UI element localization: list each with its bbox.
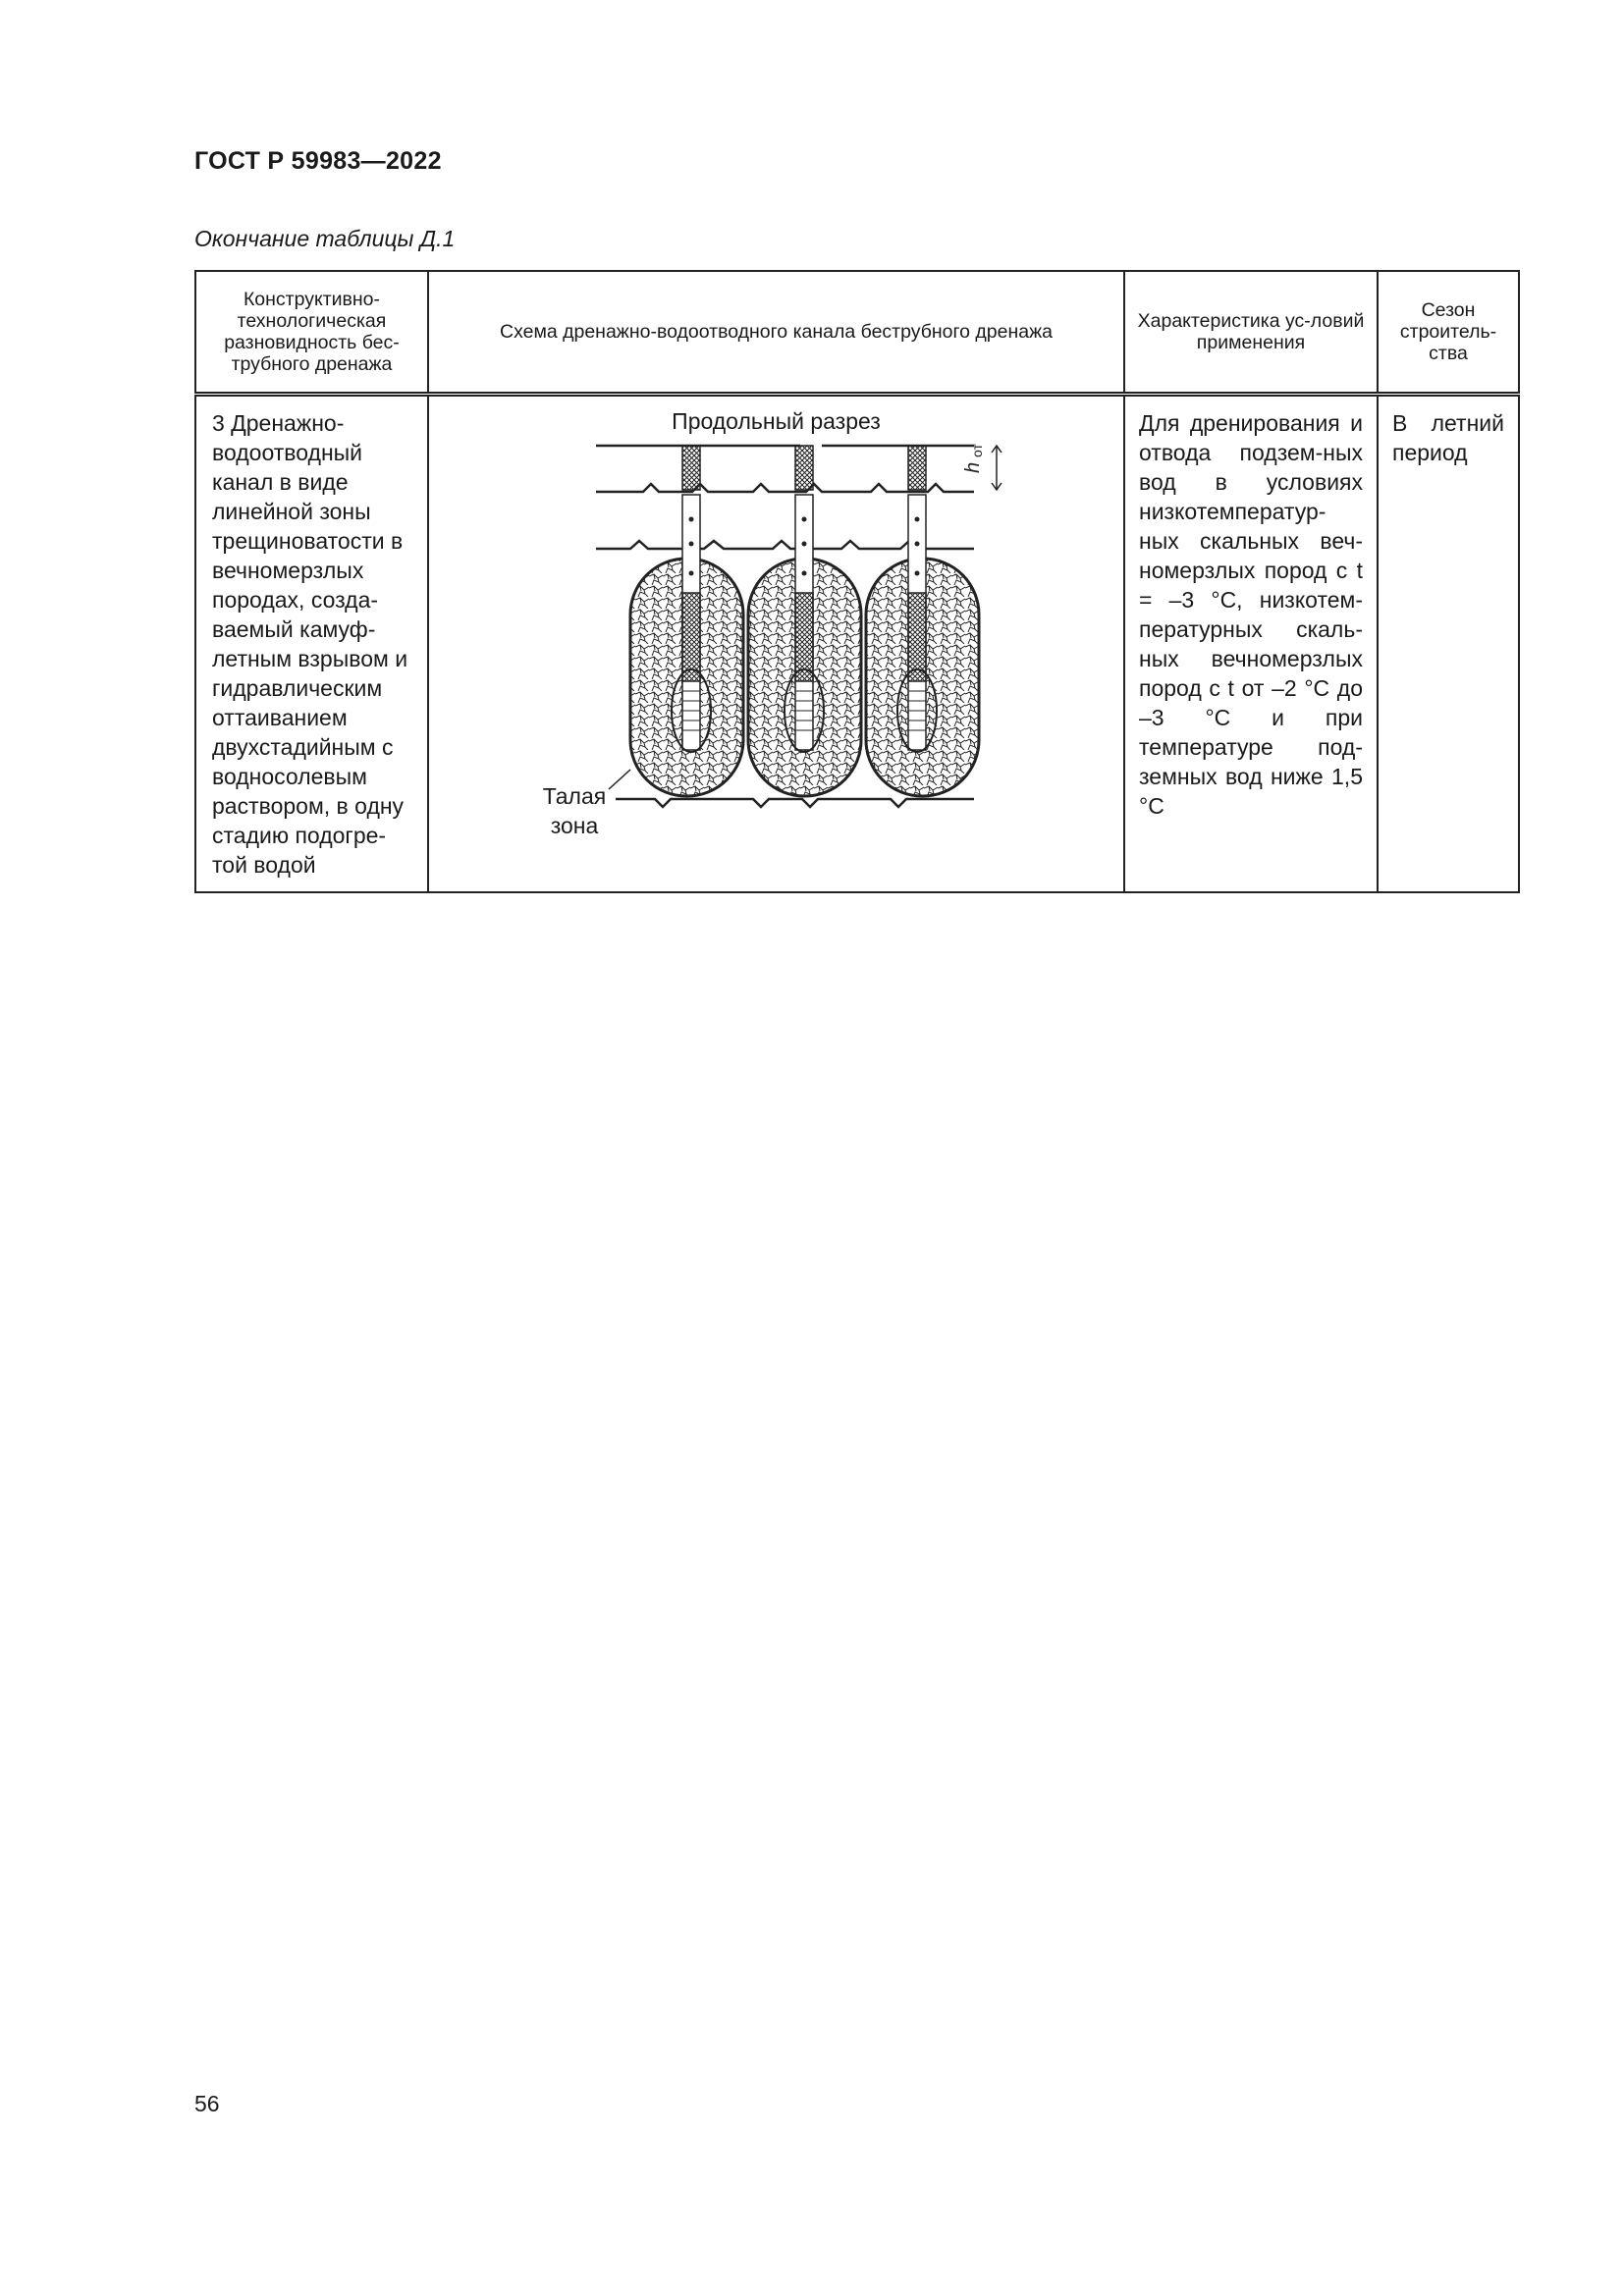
depth-dimension-marker (962, 444, 1001, 490)
document-code: ГОСТ Р 59983—2022 (194, 147, 442, 175)
dim-label-h: h (962, 461, 984, 473)
zone-leader-line (609, 770, 630, 789)
drainage-scheme-diagram (429, 397, 1125, 891)
table-row (195, 395, 1519, 893)
wavy-layer-line-bottom (616, 799, 974, 807)
conditions-text: Для дренирования и отвода подзем-ных вод в условиях низкотемператур-ных скальных веч-номерзлых пород с t = –3 °C, низкотем-пературных скаль-ных вечномерзлых пород с t от –2 °C до –3 °C и при температуре под-земных вод ниже 1,5 °C (1139, 410, 1363, 819)
drainage-table (194, 270, 1520, 893)
cell-type (195, 395, 428, 893)
section-title: Продольный разрез (672, 408, 881, 434)
cell-conditions (1124, 395, 1378, 893)
col-header-scheme: Схема дренажно-водоотводного канала беструбного дренажа (428, 271, 1124, 395)
cell-scheme (428, 395, 1124, 893)
season-text: В летний период (1392, 410, 1504, 465)
col-header-type: Конструктивно-технологическая разновидность бес-трубного дренажа (195, 271, 428, 395)
page-number: 56 (194, 2091, 220, 2116)
table-header-row (195, 271, 1519, 395)
cell-season (1378, 395, 1519, 893)
thawed-zone-label: Талая зона (542, 783, 607, 838)
col-header-conditions: Характеристика ус-ловий применения (1124, 271, 1378, 395)
col-header-season: Сезон строитель-ства (1378, 271, 1519, 395)
dim-label-sub: от (969, 444, 985, 457)
table-caption: Окончание таблицы Д.1 (194, 226, 456, 251)
drainage-type-text: 3 Дренажно-водоотводный канал в виде линейной зоны трещиноватости в вечномерзлых породах, созда-ваемый камуф-летным взрывом и гидравлическим оттаиванием двухстадийным с водносолевым раствором, в одну стадию подогре-той водой (212, 410, 408, 878)
